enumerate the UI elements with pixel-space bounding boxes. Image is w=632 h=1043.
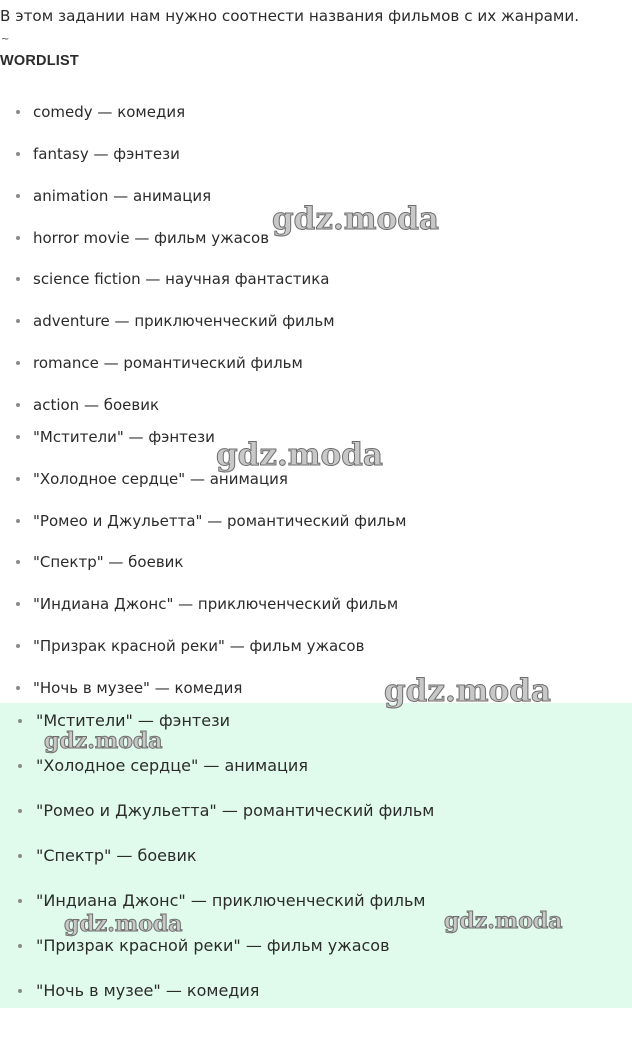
answer-item-text: "Спектр" — боевик: [36, 846, 197, 865]
bullet-icon: [16, 152, 20, 156]
list-item-text: "Холодное сердце" — анимация: [33, 470, 288, 488]
watermark: gdz.moda: [216, 437, 383, 473]
answer-item-text: "Мстители" — фэнтези: [36, 711, 230, 730]
bullet-icon: [16, 602, 20, 606]
list-item-text: "Спектр" — боевик: [33, 553, 184, 571]
answer-block: [0, 703, 632, 1008]
list-item-text: action — боевик: [33, 396, 160, 414]
bullet-icon: [18, 764, 22, 768]
bullet-icon: [18, 899, 22, 903]
bullet-icon: [16, 560, 20, 564]
list-item-text: adventure — приключенческий фильм: [33, 312, 335, 330]
list-item-text: fantasy — фэнтези: [33, 145, 180, 163]
watermark: gdz.moda: [444, 908, 563, 934]
watermark: gdz.moda: [44, 728, 163, 754]
bullet-icon: [18, 854, 22, 858]
list-item-text: "Призрак красной реки" — фильм ужасов: [33, 637, 365, 655]
list-item-text: "Мстители" — фэнтези: [33, 428, 215, 446]
bullet-icon: [18, 944, 22, 948]
bullet-icon: [16, 644, 20, 648]
bullet-icon: [16, 519, 20, 523]
bullet-icon: [16, 361, 20, 365]
intro-text: В этом задании нам нужно соотнести названия фильмов с их жанрами.: [0, 7, 580, 25]
bullet-icon: [16, 319, 20, 323]
bullet-icon: [16, 686, 20, 690]
bullet-icon: [18, 989, 22, 993]
list-item-text: "Ночь в музее" — комедия: [33, 679, 243, 697]
answer-item-text: "Призрак красной реки" — фильм ужасов: [36, 936, 390, 955]
answer-item-text: "Холодное сердце" — анимация: [36, 756, 308, 775]
answer-item-text: "Ночь в музее" — комедия: [36, 981, 260, 1000]
answer-item-text: "Индиана Джонс" — приключенческий фильм: [36, 891, 426, 910]
list-item-text: romance — романтический фильм: [33, 354, 303, 372]
list-item-text: horror movie — фильм ужасов: [33, 229, 270, 247]
bullet-icon: [16, 194, 20, 198]
bullet-icon: [16, 435, 20, 439]
bullet-icon: [18, 809, 22, 813]
list-item-text: "Индиана Джонс" — приключенческий фильм: [33, 595, 399, 613]
bullet-icon: [16, 236, 20, 240]
watermark: gdz.moda: [384, 673, 551, 709]
list-item-text: comedy — комедия: [33, 103, 186, 121]
bullet-icon: [16, 110, 20, 114]
bullet-icon: [16, 403, 20, 407]
answer-item-text: "Ромео и Джульетта" — романтический фильм: [36, 801, 435, 820]
bullet-icon: [18, 719, 22, 723]
tilde-mark: ~: [1, 34, 10, 45]
list-item-text: "Ромео и Джульетта" — романтический фильм: [33, 512, 407, 530]
watermark: gdz.moda: [64, 911, 183, 937]
bullet-icon: [16, 477, 20, 481]
watermark: gdz.moda: [272, 201, 439, 237]
list-item-text: science fiction — научная фантастика: [33, 270, 330, 288]
list-item-text: animation — анимация: [33, 187, 212, 205]
wordlist-heading: WORDLIST: [0, 53, 79, 69]
bullet-icon: [16, 277, 20, 281]
